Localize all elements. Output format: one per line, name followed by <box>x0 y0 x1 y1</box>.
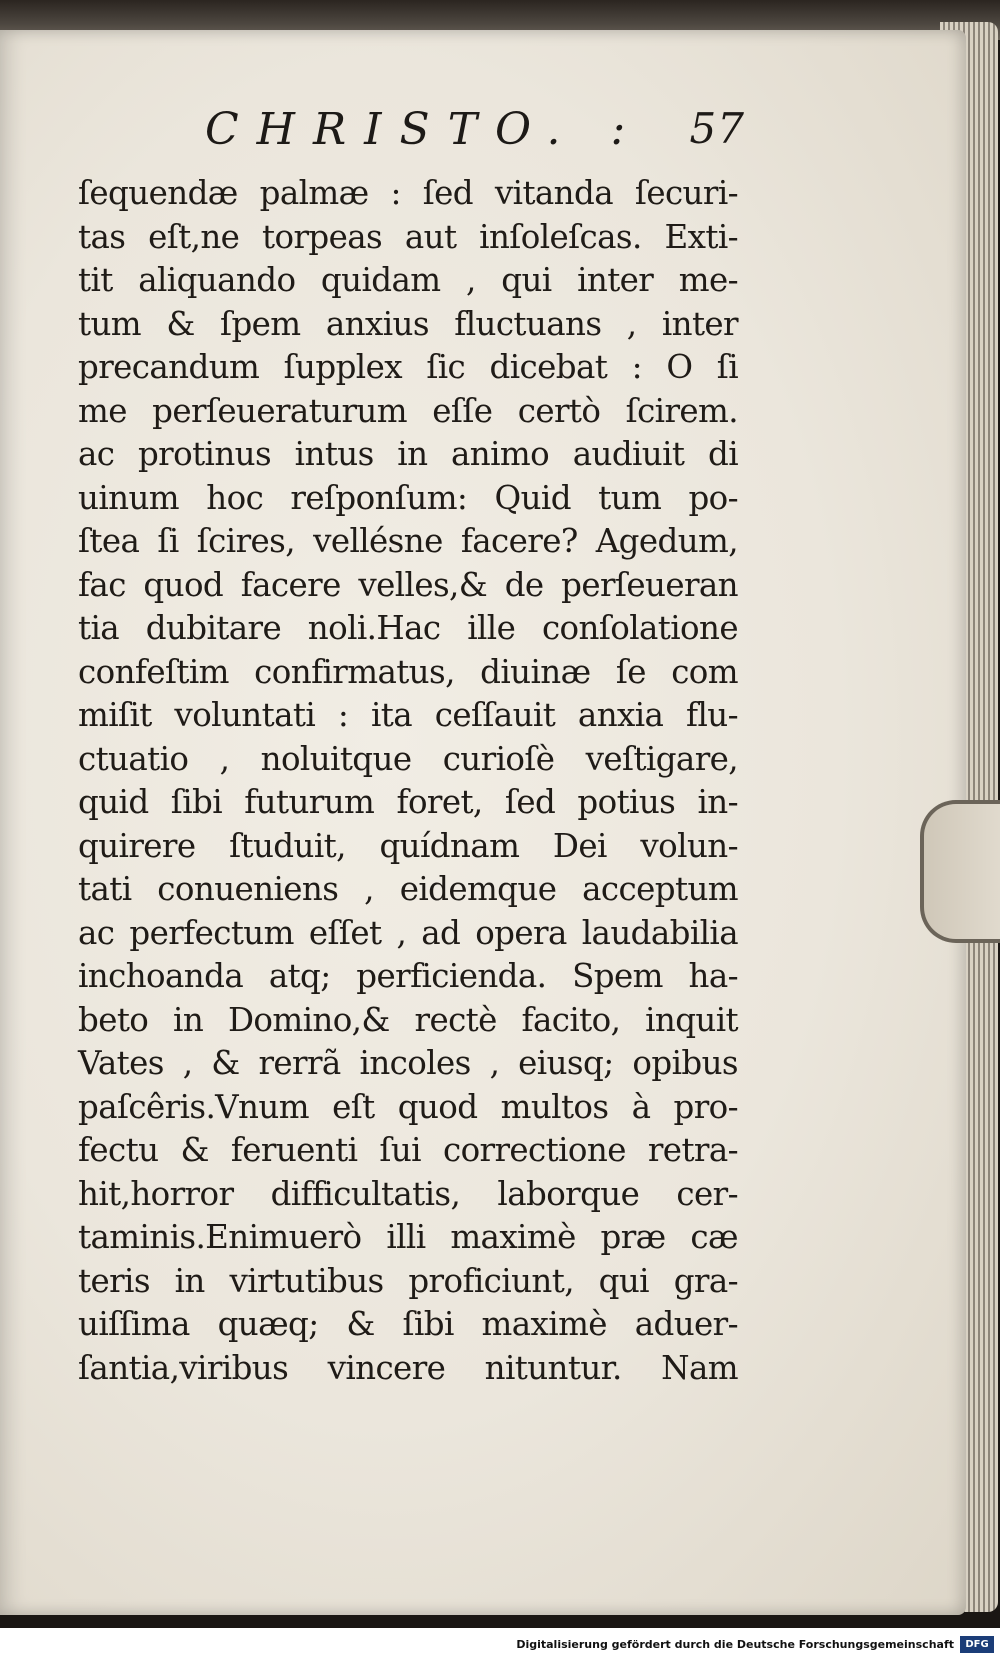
text-line: beto in Domino,& rectè facito, inquit <box>78 1000 738 1039</box>
text-line: hit,horror difficultatis, laborque cer- <box>78 1174 738 1213</box>
clasp <box>920 800 1000 943</box>
text-line: confeſtim confirmatus, diuinæ ſe com <box>78 652 738 691</box>
text-line: ſtea ſi ſcires, vellésne facere? Agedum, <box>78 522 738 560</box>
text-line: fectu & feruenti ſui correctione retra- <box>78 1131 738 1169</box>
body-text <box>78 172 738 1390</box>
text-line: inchoanda atq; perficienda. Spem ha- <box>78 957 738 995</box>
text-line: tas eſt,ne torpeas aut inſoleſcas. Exti- <box>78 217 738 256</box>
text-line: uinum hoc reſponſum: Quid tum po- <box>78 478 738 517</box>
dfg-logo: DFG <box>960 1636 994 1653</box>
text-line: paſcêris.Vnum eſt quod multos à pro- <box>78 1087 738 1126</box>
text-line: tum & ſpem anxius fluctuans , inter <box>78 304 738 343</box>
text-line: fac quod facere velles,& de perſeueran <box>78 565 738 604</box>
text-line: me perſeueraturum eſſe certò ſcirem. <box>78 391 738 430</box>
running-title: CHRISTO. : <box>205 104 644 155</box>
text-line: tati conueniens , eidemque acceptum <box>78 870 738 908</box>
text-line: quid ſibi futurum foret, ſed potius in- <box>78 783 738 821</box>
page-header <box>205 104 745 164</box>
text-line: ctuatio , noluitque curioſè veſtigare, <box>78 739 738 778</box>
text-line: quirere ſtuduit, quídnam Dei volun- <box>78 826 738 865</box>
text-line: teris in virtutibus proficiunt, qui gra- <box>78 1261 738 1300</box>
funding-notice: Digitalisierung gefördert durch die Deutsche Forschungsgemeinschaft <box>516 1638 954 1651</box>
text-line: precandum ſupplex ſic dicebat : O ſi <box>78 348 738 386</box>
text-line: ac perfectum eſſet , ad opera laudabilia <box>78 913 738 952</box>
text-line: Vates , & rerrã incoles , eiusq; opibus <box>78 1044 738 1082</box>
text-line: ſantia,viribus vincere nituntur. Nam <box>78 1348 738 1387</box>
text-line: ac protinus intus in animo audiuit di <box>78 435 738 473</box>
digitization-footer <box>0 1628 1000 1663</box>
text-line: uiſſima quæq; & ſibi maximè aduer- <box>78 1305 738 1343</box>
text-line: miſit voluntati : ita ceſſauit anxia flu- <box>78 696 738 734</box>
text-line: tia dubitare noli.Hac ille conſolatione <box>78 609 738 647</box>
page-number: 57 <box>689 104 745 153</box>
text-line: taminis.Enimuerò illi maximè præ cæ <box>78 1218 738 1256</box>
text-line: tit aliquando quidam , qui inter me- <box>78 261 738 299</box>
text-line: ſequendæ palmæ : ſed vitanda ſecuri- <box>78 174 738 212</box>
